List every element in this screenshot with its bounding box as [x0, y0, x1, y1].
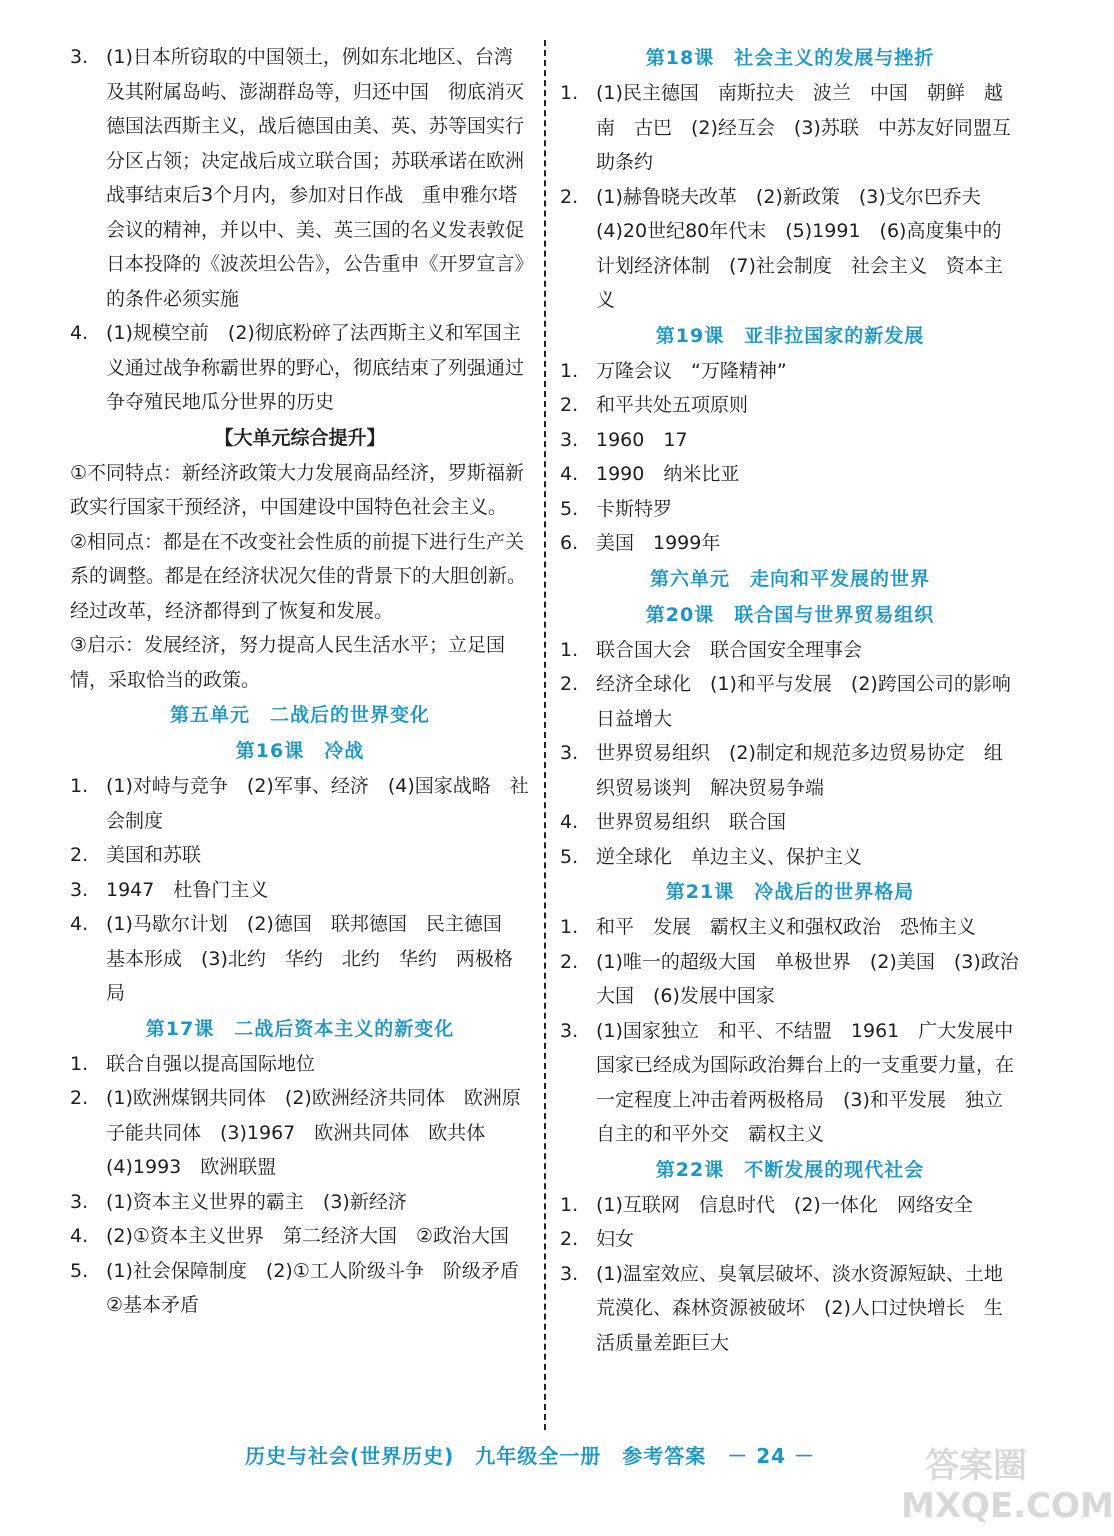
item-number: 2. [70, 1087, 89, 1109]
answer-item [560, 354, 1020, 389]
item-text: 联合国大会 联合国安全理事会 [596, 638, 863, 661]
answer-item [560, 180, 1020, 318]
item-number: 4. [560, 463, 579, 485]
item-text: (1)国家独立 和平、不结盟 1961 广大发展中国家已经成为国际政治舞台上的一支重要力量，在一定程度上冲击着两极格局 (3)和平发展 独立自主的和平外交 霸权主义 [596, 1019, 1015, 1145]
answer-item [70, 907, 530, 1011]
answer-item [560, 910, 1020, 945]
item-number: 4. [70, 1225, 89, 1247]
answer-item [560, 526, 1020, 561]
item-text: 1960 17 [596, 428, 688, 451]
item-number: 4. [70, 322, 89, 344]
answer-item [70, 1185, 530, 1220]
item-number: 1. [560, 359, 579, 382]
answer-item [560, 840, 1020, 875]
answer-item [70, 40, 530, 316]
answer-item [70, 769, 530, 838]
item-number: 2. [560, 1228, 579, 1250]
item-text: 1947 杜鲁门主义 [106, 878, 269, 901]
item-number: 5. [560, 497, 579, 520]
item-text: 经济全球化 (1)和平与发展 (2)跨国公司的影响日益增大 [596, 673, 1011, 730]
answer-item [560, 1014, 1020, 1152]
item-text: (1)规模空前 (2)彻底粉碎了法西斯主义和军国主义通过战争称霸世界的野心，彻底结束了列强通过争夺殖民地瓜分世界的历史 [106, 322, 525, 413]
answer-item [560, 736, 1020, 805]
item-number: 3. [560, 428, 579, 451]
answer-item [560, 1188, 1020, 1223]
answer-item [70, 838, 530, 873]
answer-item [70, 1047, 530, 1082]
item-text: 世界贸易组织 (2)制定和规范多边贸易协定 组织贸易谈判 解决贸易争端 [596, 742, 1003, 799]
answer-item [70, 316, 530, 420]
item-text: (1)对峙与竞争 (2)军事、经济 (4)国家战略 社会制度 [106, 775, 529, 832]
item-text: 美国和苏联 [106, 844, 202, 866]
item-number: 5. [70, 1259, 89, 1282]
summary-heading: 【大单元综合提升】 [214, 426, 386, 449]
item-number: 3. [70, 46, 89, 68]
answer-item [70, 1219, 530, 1254]
answer-item [560, 457, 1020, 492]
item-text: (1)马歇尔计划 (2)德国 联邦德国 民主德国 基本形成 (3)北约 华约 北约 华约 两极格局 [106, 913, 521, 1004]
item-text: (1)赫鲁晓夫改革 (2)新政策 (3)戈尔巴乔夫 (4)20世纪80年代末 (5)1991 (6)高度集中的计划经济体制 (7)社会制度 社会主义 资本主义 [596, 185, 1003, 311]
item-text: 卡斯特罗 [596, 497, 673, 520]
section-heading: 第20课 联合国与世界贸易组织 [645, 603, 935, 626]
item-text: 和平 发展 霸权主义和强权政治 恐怖主义 [596, 916, 977, 938]
answer-item [560, 633, 1020, 668]
column-divider [544, 40, 546, 1430]
item-number: 1. [70, 1052, 89, 1075]
section-heading: 第五单元 二战后的世界变化 [169, 704, 430, 726]
item-text: 逆全球化 单边主义、保护主义 [596, 845, 863, 868]
item-text: (1)日本所窃取的中国领土，例如东北地区、台湾及其附属岛屿、澎湖群岛等，归还中国 彻底消灭德国法西斯主义，战后德国由美、英、苏等国实行分区占领；决定战后成立联合国；苏联承诺在欧洲战事结束后3个月内，参加对日作战 重申雅尔塔会议的精神，并以中、美、英三国的名义发表敦促日本投降的《波茨坦公告》，公告重申《开罗宣言》的条件必须实施 [106, 46, 525, 310]
watermark-logo: 答案圈 MXQE.COM [901, 1446, 1114, 1526]
section-heading: 第六单元 走向和平发展的世界 [649, 567, 930, 590]
item-number: 2. [560, 185, 579, 208]
answer-item [560, 388, 1020, 423]
left-column [70, 40, 538, 1323]
section-heading: 第21课 冷战后的世界格局 [665, 881, 915, 903]
item-number: 4. [70, 913, 89, 935]
answer-item [560, 805, 1020, 840]
item-text: 世界贸易组织 联合国 [596, 811, 787, 833]
item-number: 5. [560, 845, 579, 868]
answer-item [560, 1222, 1020, 1257]
item-text: (1)互联网 信息时代 (2)一体化 网络安全 [596, 1193, 973, 1216]
answer-item [560, 667, 1020, 736]
answer-item [70, 1081, 530, 1185]
item-number: 2. [70, 844, 89, 866]
item-text: (1)欧洲煤钢共同体 (2)欧洲经济共同体 欧洲原子能共同体 (3)1967 欧洲共同体 欧共体 (4)1993 欧洲联盟 [106, 1087, 521, 1178]
item-text: 美国 1999年 [596, 532, 721, 554]
item-text: 妇女 [596, 1228, 635, 1250]
item-number: 3. [70, 878, 89, 901]
answer-item [560, 76, 1020, 180]
item-number: 1. [560, 1193, 579, 1216]
item-text: (1)温室效应、臭氧层破坏、淡水资源短缺、土地荒漠化、森林资源被破坏 (2)人口过快增长 生活质量差距巨大 [596, 1262, 1003, 1354]
item-number: 4. [560, 811, 579, 833]
answer-item [70, 1254, 538, 1323]
item-number: 1. [70, 775, 89, 797]
section-heading: 第17课 二战后资本主义的新变化 [145, 1017, 455, 1040]
item-text: 1990 纳米比亚 [596, 463, 740, 485]
item-text: 万隆会议 “万隆精神” [596, 359, 787, 382]
answer-item [560, 945, 1020, 1014]
item-number: 2. [560, 673, 579, 695]
item-number: 3. [560, 1019, 579, 1042]
right-column [560, 40, 1020, 1360]
item-text: (2)①资本主义世界 第二经济大国 ②政治大国 [106, 1225, 509, 1247]
item-number: 3. [560, 742, 579, 764]
paragraph: ③启示：发展经济，努力提高人民生活水平；立足国情，采取恰当的政策。 [70, 634, 506, 691]
item-text: (1)资本主义世界的霸主 (3)新经济 [106, 1190, 407, 1213]
page-footer: 历史与社会(世界历史) 九年级全一册 参考答案 － 24 － [244, 1444, 816, 1468]
item-text: 联合自强以提高国际地位 [106, 1052, 316, 1075]
item-text: (1)社会保障制度 (2)①工人阶级斗争 阶级矛盾 ②基本矛盾 [106, 1259, 538, 1316]
item-text: (1)民主德国 南斯拉夫 波兰 中国 朝鲜 越南 古巴 (2)经互会 (3)苏联 中苏友好同盟互助条约 [596, 82, 1011, 173]
item-number: 3. [70, 1190, 89, 1213]
item-text: (1)唯一的超级大国 单极世界 (2)美国 (3)政治大国 (6)发展中国家 [596, 950, 1019, 1007]
item-number: 1. [560, 82, 579, 104]
paragraph: ①不同特点：新经济政策大力发展商品经济，罗斯福新政实行国家干预经济，中国建设中国特色社会主义。 [70, 461, 525, 518]
answer-item [560, 1257, 1020, 1361]
item-number: 2. [560, 950, 579, 973]
section-heading: 第19课 亚非拉国家的新发展 [655, 324, 925, 347]
answer-item [560, 423, 1020, 458]
item-number: 6. [560, 532, 579, 554]
item-text: 和平共处五项原则 [596, 394, 749, 416]
item-number: 1. [560, 916, 579, 938]
answer-item [70, 873, 530, 908]
section-heading: 第18课 社会主义的发展与挫折 [645, 47, 935, 69]
item-number: 3. [560, 1262, 579, 1285]
item-number: 1. [560, 638, 579, 661]
section-heading: 第16课 冷战 [235, 740, 365, 762]
paragraph: ②相同点：都是在不改变社会性质的前提下进行生产关系的调整。都是在经济状况欠佳的背景下的大胆创新。经过改革，经济都得到了恢复和发展。 [70, 530, 527, 622]
section-heading: 第22课 不断发展的现代社会 [655, 1158, 925, 1181]
answer-item [560, 492, 1020, 527]
item-number: 2. [560, 394, 579, 416]
